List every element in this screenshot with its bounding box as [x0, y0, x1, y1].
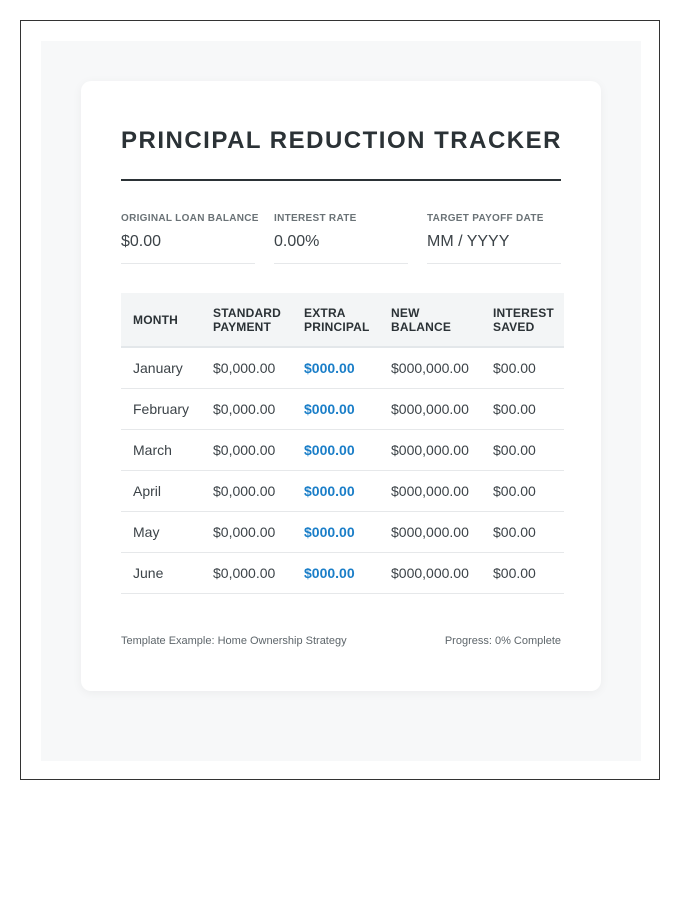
header-standard-line2: PAYMENT: [213, 319, 272, 334]
cell-interest-saved[interactable]: $00.00: [493, 442, 536, 458]
header-extra-principal: [304, 306, 370, 334]
document-frame: [20, 20, 660, 780]
cell-standard-payment[interactable]: $0,000.00: [213, 483, 276, 499]
cell-month: May: [133, 524, 160, 540]
header-balance-line2: BALANCE: [391, 319, 452, 334]
header-saved-line2: SAVED: [493, 319, 535, 334]
cell-standard-payment[interactable]: $0,000.00: [213, 360, 276, 376]
loan-balance-label: ORIGINAL LOAN BALANCE: [121, 213, 259, 224]
cell-new-balance[interactable]: $000,000.00: [391, 565, 469, 581]
header-saved-line1: INTEREST: [493, 305, 554, 320]
cell-extra-principal[interactable]: $000.00: [304, 401, 355, 417]
payment-table: [121, 293, 564, 594]
payoff-date-field[interactable]: [427, 213, 561, 264]
header-month-text: MONTH: [133, 312, 178, 327]
title-divider: [121, 179, 561, 181]
table-row: [121, 471, 564, 512]
page-background: [41, 41, 641, 761]
table-row: [121, 348, 564, 389]
cell-interest-saved[interactable]: $00.00: [493, 483, 536, 499]
cell-extra-principal[interactable]: $000.00: [304, 524, 355, 540]
cell-new-balance[interactable]: $000,000.00: [391, 442, 469, 458]
table-row: [121, 430, 564, 471]
cell-standard-payment[interactable]: $0,000.00: [213, 401, 276, 417]
cell-extra-principal[interactable]: $000.00: [304, 565, 355, 581]
cell-standard-payment[interactable]: $0,000.00: [213, 565, 276, 581]
progress-status: Progress: 0% Complete: [444, 635, 561, 647]
cell-interest-saved[interactable]: $00.00: [493, 565, 536, 581]
header-extra-line1: EXTRA: [304, 305, 346, 320]
table-row: [121, 389, 564, 430]
cell-month: January: [133, 360, 183, 376]
cell-new-balance[interactable]: $000,000.00: [391, 483, 469, 499]
payoff-date-value[interactable]: MM / YYYY: [427, 233, 510, 250]
template-example-note: Template Example: Home Ownership Strategy: [121, 635, 347, 647]
cell-month: March: [133, 442, 172, 458]
table-row: [121, 512, 564, 553]
header-month: [133, 313, 178, 327]
interest-rate-field[interactable]: [274, 213, 408, 264]
cell-extra-principal[interactable]: $000.00: [304, 442, 355, 458]
header-new-balance: [391, 306, 451, 334]
tracker-card: [81, 81, 601, 691]
cell-month: April: [133, 483, 162, 499]
table-header: [121, 293, 564, 348]
header-standard-line1: STANDARD: [213, 305, 282, 320]
cell-month: February: [133, 401, 190, 417]
interest-rate-value[interactable]: 0.00%: [274, 233, 320, 250]
cell-new-balance[interactable]: $000,000.00: [391, 524, 469, 540]
cell-new-balance[interactable]: $000,000.00: [391, 360, 469, 376]
loan-balance-field[interactable]: [121, 213, 259, 264]
payoff-date-label: TARGET PAYOFF DATE: [427, 213, 544, 224]
header-extra-line2: PRINCIPAL: [304, 319, 370, 334]
page-title: PRINCIPAL REDUCTION TRACKER: [121, 127, 562, 154]
cell-new-balance[interactable]: $000,000.00: [391, 401, 469, 417]
table-row: [121, 553, 564, 594]
header-balance-line1: NEW: [391, 305, 420, 320]
cell-month: June: [133, 565, 164, 581]
cell-interest-saved[interactable]: $00.00: [493, 524, 536, 540]
cell-standard-payment[interactable]: $0,000.00: [213, 524, 276, 540]
header-interest-saved: [493, 306, 554, 334]
interest-rate-label: INTEREST RATE: [274, 213, 357, 224]
loan-balance-value[interactable]: $0.00: [121, 233, 162, 250]
cell-extra-principal[interactable]: $000.00: [304, 483, 355, 499]
header-standard-payment: [213, 306, 281, 334]
cell-interest-saved[interactable]: $00.00: [493, 401, 536, 417]
cell-standard-payment[interactable]: $0,000.00: [213, 442, 276, 458]
cell-extra-principal[interactable]: $000.00: [304, 360, 355, 376]
cell-interest-saved[interactable]: $00.00: [493, 360, 536, 376]
